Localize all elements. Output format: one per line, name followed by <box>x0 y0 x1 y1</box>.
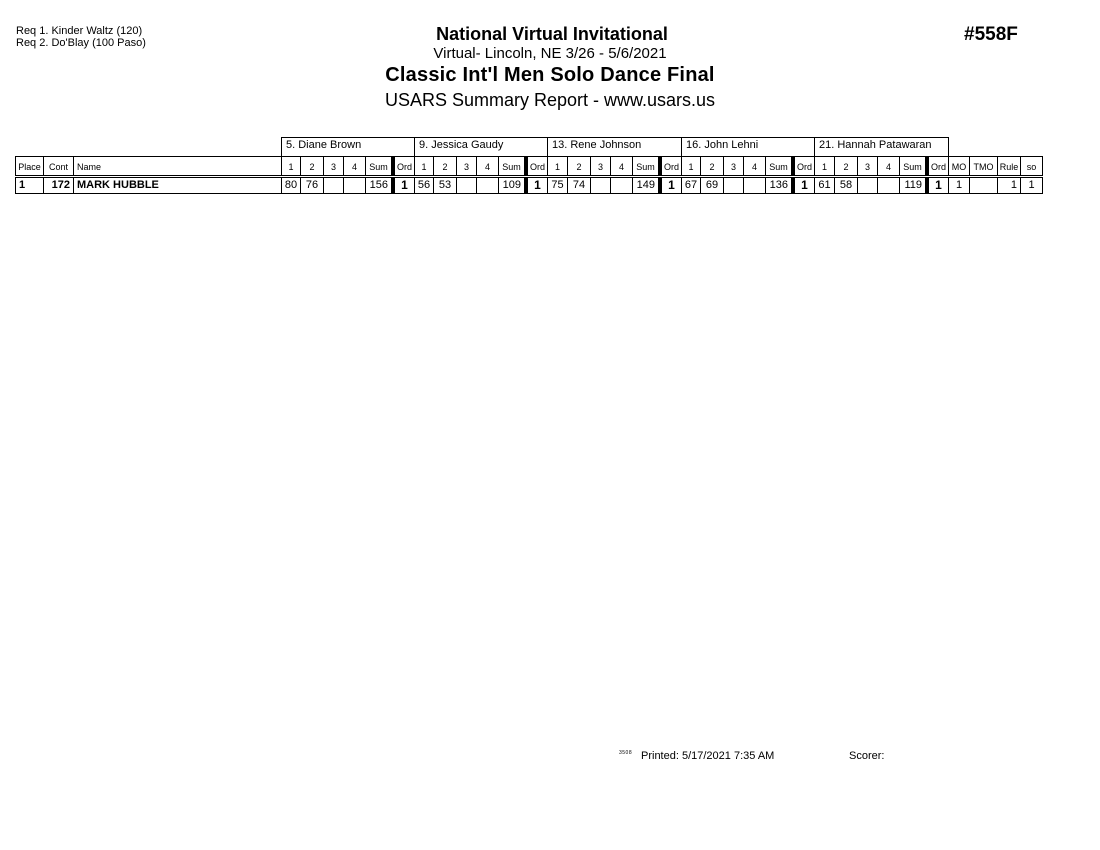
col-header-sum: Sum <box>365 156 391 176</box>
col-header-rule: Rule <box>997 156 1020 176</box>
col-header-score-2: 2 <box>700 156 723 176</box>
skater-name-cell: MARK HUBBLE <box>73 178 281 194</box>
ordinal-cell: 1 <box>791 178 814 194</box>
col-header-score-1: 1 <box>547 156 567 176</box>
sum-cell: 156 <box>365 178 391 194</box>
ordinal-cell: 1 <box>391 178 414 194</box>
ordinal-cell: 1 <box>524 178 547 194</box>
score-cell: 74 <box>567 178 590 194</box>
event-name: Classic Int'l Men Solo Dance Final <box>385 64 715 86</box>
col-header-ord: Ord <box>524 156 547 176</box>
col-header-score-2: 2 <box>567 156 590 176</box>
place-cell: 1 <box>15 178 43 194</box>
score-cell: 67 <box>681 178 700 194</box>
scorer-label: Scorer: <box>849 750 885 762</box>
score-cell: 69 <box>700 178 723 194</box>
report-type: USARS Summary Report - www.usars.us <box>384 90 716 110</box>
sum-cell: 149 <box>632 178 658 194</box>
page-stamp: 3508 <box>619 750 633 756</box>
score-cell: 76 <box>300 178 323 194</box>
col-header-score-4: 4 <box>343 156 365 176</box>
col-header-score-2: 2 <box>300 156 323 176</box>
col-header-sum: Sum <box>632 156 658 176</box>
table-bottom-border <box>15 193 1043 194</box>
sum-cell: 109 <box>498 178 524 194</box>
col-header-score-3: 3 <box>323 156 343 176</box>
requirement-2: Req 2. Do'Blay (100 Paso) <box>16 37 146 49</box>
judge-header-2: 9. Jessica Gaudy <box>414 137 548 156</box>
mo-cell: 1 <box>948 178 969 194</box>
col-header-score-1: 1 <box>681 156 700 176</box>
col-header-tmo: TMO <box>969 156 997 176</box>
col-header-score-4: 4 <box>743 156 765 176</box>
score-cell: 53 <box>433 178 456 194</box>
so-cell: 1 <box>1020 178 1043 194</box>
col-header-ord: Ord <box>925 156 948 176</box>
col-header-mo: MO <box>948 156 969 176</box>
col-header-ord: Ord <box>791 156 814 176</box>
tmo-cell <box>969 178 997 194</box>
col-header-score-2: 2 <box>834 156 857 176</box>
col-header-cont: Cont <box>43 156 73 176</box>
score-cell: 80 <box>281 178 300 194</box>
col-header-score-4: 4 <box>877 156 899 176</box>
score-cell <box>610 178 632 194</box>
judge-header-4: 16. John Lehni <box>681 137 815 156</box>
score-cell <box>476 178 498 194</box>
cont-cell: 172 <box>43 178 73 194</box>
score-cell <box>743 178 765 194</box>
score-cell: 61 <box>814 178 834 194</box>
score-cell <box>723 178 743 194</box>
score-cell: 75 <box>547 178 567 194</box>
score-cell <box>323 178 343 194</box>
judge-header-1: 5. Diane Brown <box>281 137 415 156</box>
col-header-so: so <box>1020 156 1043 176</box>
col-header-ord: Ord <box>391 156 414 176</box>
score-cell <box>877 178 899 194</box>
score-cell: 56 <box>414 178 433 194</box>
col-header-sum: Sum <box>498 156 524 176</box>
col-header-score-3: 3 <box>456 156 476 176</box>
score-cell <box>456 178 476 194</box>
judge-header-3: 13. Rene Johnson <box>547 137 682 156</box>
col-header-score-3: 3 <box>590 156 610 176</box>
location-dates: Virtual- Lincoln, NE 3/26 - 5/6/2021 <box>433 45 667 62</box>
rule-cell: 1 <box>997 178 1020 194</box>
printed-timestamp: Printed: 5/17/2021 7:35 AM <box>641 750 775 762</box>
col-header-score-2: 2 <box>433 156 456 176</box>
event-number: #558F <box>964 24 1018 45</box>
col-header-place: Place <box>15 156 43 176</box>
col-header-name: Name <box>73 156 281 176</box>
col-header-score-4: 4 <box>476 156 498 176</box>
col-header-sum: Sum <box>899 156 925 176</box>
col-header-score-1: 1 <box>814 156 834 176</box>
col-header-score-4: 4 <box>610 156 632 176</box>
ordinal-cell: 1 <box>925 178 948 194</box>
sum-cell: 136 <box>765 178 791 194</box>
col-header-score-3: 3 <box>723 156 743 176</box>
col-header-score-3: 3 <box>857 156 877 176</box>
score-cell: 58 <box>834 178 857 194</box>
score-cell <box>857 178 877 194</box>
col-header-score-1: 1 <box>281 156 300 176</box>
col-header-sum: Sum <box>765 156 791 176</box>
requirement-1: Req 1. Kinder Waltz (120) <box>16 25 143 37</box>
competition-title: National Virtual Invitational <box>436 24 668 44</box>
col-header-score-1: 1 <box>414 156 433 176</box>
score-cell <box>590 178 610 194</box>
score-cell <box>343 178 365 194</box>
sum-cell: 119 <box>899 178 925 194</box>
ordinal-cell: 1 <box>658 178 681 194</box>
judge-header-5: 21. Hannah Patawaran <box>814 137 949 156</box>
col-header-ord: Ord <box>658 156 681 176</box>
